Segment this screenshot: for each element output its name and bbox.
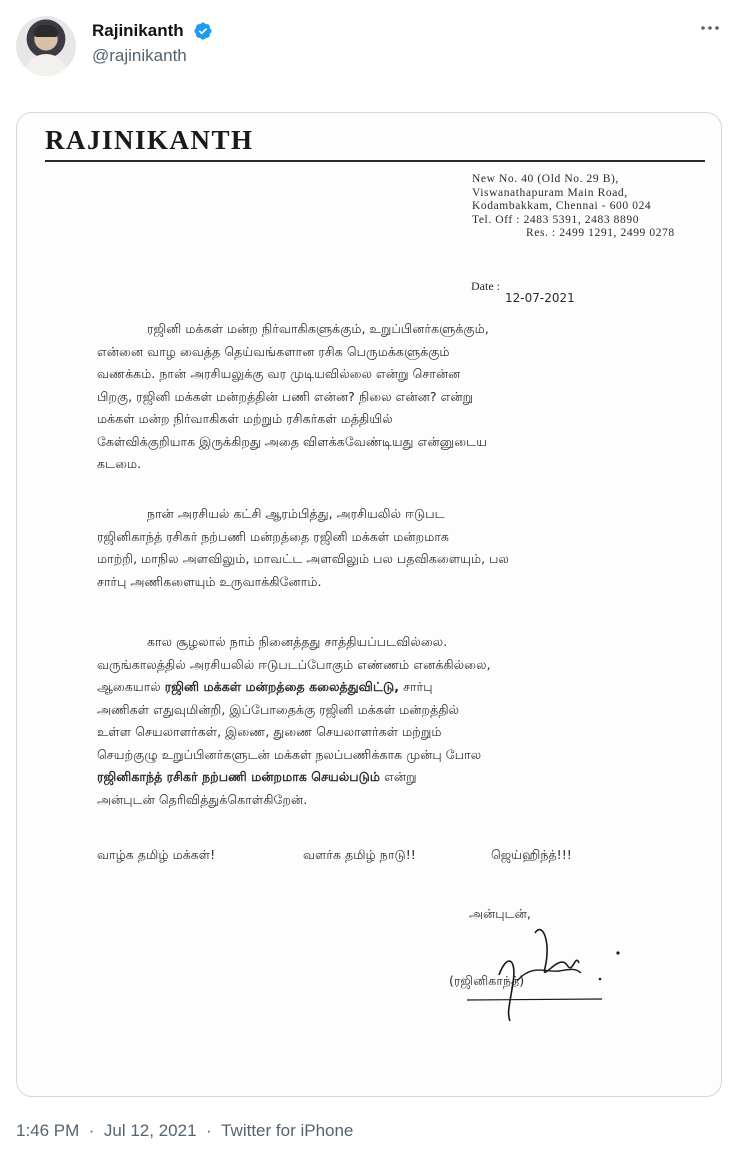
closing-slogan-1: வாழ்க தமிழ் மக்கள்! xyxy=(97,847,216,862)
paragraph-line: உள்ள செயலாளர்கள், இணை, துணை செயலாளர்கள் மற்றும் xyxy=(97,724,442,739)
paragraph-line: பிறகு, ரஜினி மக்கள் மன்றத்தின் பணி என்ன? நிலை என்ன? என்று xyxy=(97,388,474,404)
meta-separator: · xyxy=(84,1121,100,1140)
letterhead-rule xyxy=(45,160,705,162)
paragraph-line xyxy=(97,766,642,789)
letterhead-title: RAJINIKANTH xyxy=(45,125,254,155)
address-line: New No. 40 (Old No. 29 B), xyxy=(472,173,619,185)
paragraph-line: கடமை. xyxy=(97,456,142,471)
tweet-date[interactable]: Jul 12, 2021 xyxy=(103,1121,197,1140)
avatar-shirt xyxy=(24,54,68,76)
avatar[interactable] xyxy=(16,16,76,76)
paragraph-line: மாற்றி, மாநில அளவிலும், மாவட்ட அளவிலும் பல பதவிகளையும், பல xyxy=(97,551,509,566)
bold-text-run: ரஜினி மக்கள் மன்றத்தை கலைத்துவிட்டு, xyxy=(164,679,400,694)
handwritten-signature xyxy=(447,913,627,1023)
tweet-media-image[interactable] xyxy=(16,112,722,1097)
text-run: என்று xyxy=(380,769,417,784)
tweet-time[interactable]: 1:46 PM xyxy=(16,1121,80,1140)
paragraph-line: அன்புடன் தெரிவித்துக்கொள்கிறேன். xyxy=(97,791,308,807)
paragraph-line: அணிகள் எதுவுமின்றி, இப்போதைக்கு ரஜினி மக்கள் மன்றத்தில் xyxy=(97,701,460,717)
paragraph-line: கால சூழலால் நாம் நினைத்தது சாத்தியப்படவில்லை. xyxy=(147,634,448,649)
paragraph-line: ரஜினிகாந்த் ரசிகர் நற்பணி மன்றத்தை ரஜினி மக்கள் மன்றமாக xyxy=(97,528,449,544)
text-run: ஆகையால் xyxy=(97,679,165,694)
paragraph-3 xyxy=(97,631,642,811)
paragraph-line: கேள்விக்குறியாக இருக்கிறது அதை விளக்கவேண்டியது என்னுடைய xyxy=(97,433,488,449)
handle[interactable]: @rajinikanth xyxy=(92,45,187,65)
display-name[interactable]: Rajinikanth xyxy=(92,20,184,40)
author-info xyxy=(92,20,213,66)
avatar-hair xyxy=(34,25,58,37)
date-value: 12-07-2021 xyxy=(505,291,575,305)
tweet-header xyxy=(16,14,722,78)
paragraph-line: சார்பு அணிகளையும் உருவாக்கினோம். xyxy=(97,573,322,589)
address-line: Tel. Off : 2483 5391, 2483 8890 xyxy=(472,213,640,226)
more-options-icon[interactable] xyxy=(698,16,722,40)
paragraph-line: ரஜினி மக்கள் மன்ற நிர்வாகிகளுக்கும், உறுப்பினர்களுக்கும், xyxy=(147,321,489,336)
paragraph-2 xyxy=(97,503,642,593)
meta-separator: · xyxy=(201,1121,217,1140)
paragraph-line xyxy=(97,676,642,699)
tweet-source: Twitter for iPhone xyxy=(221,1121,354,1140)
closing-slogan-3: ஜெய்ஹிந்த்!!! xyxy=(491,847,572,862)
address-line: Viswanathapuram Main Road, xyxy=(472,186,628,199)
paragraph-1 xyxy=(97,318,642,476)
letterhead-address xyxy=(472,173,675,241)
paragraph-line: வருங்காலத்தில் அரசியலில் ஈடுபடப்போகும் எண்ணம் எனக்கில்லை, xyxy=(97,656,491,672)
tweet-meta xyxy=(16,1121,353,1141)
paragraph-line: என்னை வாழ வைத்த தெய்வங்களான ரசிக பெருமக்களுக்கும் xyxy=(97,343,450,359)
paragraph-line: மக்கள் மன்ற நிர்வாகிகள் மற்றும் ரசிகர்கள் மத்தியில் xyxy=(97,411,393,426)
paragraph-line: நான் அரசியல் கட்சி ஆரம்பித்து, அரசியலில் ஈடுபட xyxy=(147,506,445,521)
letter-document xyxy=(17,113,722,1097)
paragraph-line: வணக்கம். நான் அரசியலுக்கு வர முடியவில்லை என்று சொன்ன xyxy=(97,366,461,381)
bold-text-run: ரஜினிகாந்த் ரசிகர் நற்பணி மன்றமாக செயல்படும் xyxy=(97,769,381,784)
verified-badge-icon xyxy=(193,21,213,41)
paragraph-line: செயற்குழு உறுப்பினர்களுடன் மக்கள் நலப்பணிக்காக முன்பு போல xyxy=(97,746,482,762)
closing-slogan-2: வளர்க தமிழ் நாடு!! xyxy=(303,847,416,862)
address-line: Kodambakkam, Chennai - 600 024 xyxy=(472,200,652,212)
date-label: Date : xyxy=(471,279,500,293)
text-run: சார்பு xyxy=(399,679,433,694)
regards-text: அன்புடன், xyxy=(469,906,531,921)
address-residence: Res. : 2499 1291, 2499 0278 xyxy=(526,227,675,239)
signatory-name: (ரஜினிகாந்த்) xyxy=(449,973,525,988)
